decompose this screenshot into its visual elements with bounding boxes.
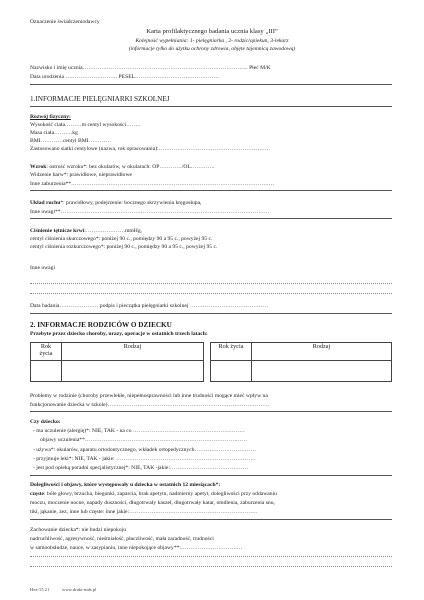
- history-title: Przebyte przez dziecko choroby, urazy, operacje w ostatnich trzech latach:: [30, 331, 208, 337]
- vision-rest: : ostrość wzroku*: bez okularów, w okularach: OP…………/OL………….: [46, 164, 215, 170]
- bp-rest: :…………………mmHg,: [84, 228, 143, 234]
- fill-order-note: Kolejność wypełniania: 1- pielęgniarka , 2- rodzic/opiekun, 3-lekarz: [135, 38, 289, 44]
- col-year-header: Rok życia: [211, 343, 252, 361]
- divider: [30, 84, 392, 85]
- remarks-line: [30, 293, 392, 294]
- divider: [30, 411, 392, 412]
- vision-line: [30, 163, 215, 171]
- divider: [30, 218, 392, 219]
- divider: [30, 106, 392, 107]
- history-cell[interactable]: [31, 361, 62, 382]
- history-table-left: [30, 342, 204, 382]
- website-footer: www.druki-mds.pl: [62, 587, 97, 592]
- divider: [30, 313, 392, 314]
- remarks-line: [30, 283, 392, 284]
- behavior-extra-line: [30, 566, 392, 567]
- confidentiality-note: (informacje tylko do użytku ochrony zdrowia, objęte tajemnicą zawodową): [128, 46, 296, 52]
- behavior-line: nadruchliwość, agresywność, nieśmiałość, płaczliwość, mała zaradność, trudności: [30, 536, 214, 542]
- birth-date-line: Data urodzenia ………………………. PESEL………………………………………: [30, 74, 219, 80]
- complaints-rest: : bóle głowy, brzucha, biegunki, zaparcia, brak apetytu, nadmierny apetyt, dolegliwości przy oddawaniu: [43, 491, 277, 497]
- complaints-title: Dolegliwości i objawy, które występowały u dziecka w ostatnich 12 miesiącach*:: [30, 482, 221, 488]
- divider: [30, 519, 392, 520]
- child-questions-title: Czy dziecko:: [30, 419, 61, 425]
- vision-key: Wzrok: [30, 164, 47, 170]
- history-cell[interactable]: [62, 361, 204, 382]
- col-year-header: Rok życia: [31, 343, 62, 361]
- behavior-line: w samoobsłudze, nauce, w zasypianiu, inne niepokojące objawy**:……………………………: [30, 545, 243, 551]
- other-remarks-line: Inne uwagi**………………………………………………………………………………………………….: [30, 209, 269, 215]
- family-problems-line: funkcjonowanie dziecka w szkole)……………………………………………………………………………: [30, 402, 270, 408]
- diastolic-centile-line: centyl ciśnienia rozkurczowego*: poniżej 90 c., pomiędzy 90 a 95 c., powyżej 95 c.: [30, 244, 218, 250]
- remarks-label: Inne uwagi: [30, 265, 56, 271]
- centile-grid-line: Zastosowano siatki centylowe (nazwa, rok opracowania):……………………………………………………: [30, 146, 271, 152]
- physical-development-title: Rozwój fizyczny:: [30, 114, 71, 120]
- complaints-key: częste: [30, 491, 44, 497]
- col-kind-header: Rodzaj: [62, 343, 204, 361]
- medication-line: - przyjmuje leki*: NIE, TAK - jakie: …………………………………………………………………: [33, 456, 256, 462]
- height-line: Wysokość ciała………m centyl wysokości……..: [30, 122, 141, 128]
- motion-key: Układ ruchu: [30, 200, 61, 206]
- provider-label: Oznaczenie świadczeniodawcy: [30, 19, 100, 25]
- weight-line: Masa ciała……….kg: [30, 130, 78, 136]
- systolic-centile-line: centyl ciśnienia skurczowego*: poniżej 90 c., pomiędzy 90 a 95 c., powyżej 95 c.: [30, 236, 213, 242]
- divider: [30, 190, 392, 191]
- family-problems-line: Problemy w rodzinie (choroby przewlekłe, niepełnosprawności lub inne trudności mogące mieć wpływ na: [30, 393, 268, 399]
- student-name-line: Nazwisko i imię ucznia…………………………………………………………………………….. Płeć M/K: [30, 65, 271, 71]
- complaints-line: [30, 490, 277, 498]
- devices-line: - używa*: okularów, aparatu ortodontycznego, wkładek ortopedycznych……………………………: [33, 447, 257, 453]
- nurse-section-title: 1.INFORMACJE PIELĘGNIARKI SZKOLNEJ: [30, 95, 170, 103]
- motion-rest: *: prawidłowy, podejrzenie: bocznego skrzywienia kręgosłupa,: [60, 200, 202, 206]
- bp-key: Ciśnienie tętnicze krwi: [30, 228, 85, 234]
- behavior-extra-line: [30, 556, 392, 557]
- col-kind-header: Rodzaj: [252, 343, 392, 361]
- form-code: Hez-15.21: [30, 587, 50, 592]
- history-cell[interactable]: [252, 361, 392, 382]
- behavior-line: Zachowanie dziecka*: nie budzi niepokoju: [30, 527, 126, 533]
- divider: [30, 475, 392, 476]
- motion-system-line: [30, 199, 201, 207]
- complaints-line: tiki, jąkanie, zez, inne lub częste: inne jakie:……………………………………………………………: [30, 509, 258, 515]
- exam-date-signature-line: Data badania………………… podpis i pieczątka pielęgniarki szkolnej ……………………………………: [30, 303, 269, 309]
- bmi-line: BMI…………centyl BMI…………: [30, 138, 111, 144]
- parent-section-title: 2. INFORMACJE RODZICÓW O DZIECKU: [30, 321, 172, 329]
- blood-pressure-line: [30, 227, 142, 235]
- color-vision-line: Widzenie barw*: prawidłowe, nieprawidłowe: [30, 172, 132, 178]
- history-table-right: [210, 342, 392, 382]
- complaints-line: moczu, moczenie nocne, napady duszności, długotrwały kaszel, długotrwały katar, omdlenia, zaburzenia snu,: [30, 500, 275, 506]
- specialist-clinic-line: - jest pod opieką poradni specjalistycznej*: NIE, TAK -jakie:……………………………………: [33, 465, 249, 471]
- history-cell[interactable]: [211, 361, 252, 382]
- allergy-symptoms-line: objawy uczulenia**……………………………………………………………………………: [40, 437, 248, 443]
- other-disorders-line: Inne zaburzenia**……………………………………………………………………………………………….: [30, 181, 274, 187]
- allergy-line: - ma uczulenie (alergię)*: NIE, TAK - na co ……………………………………………………: [33, 428, 245, 434]
- document-title: Karta profilaktycznego badania ucznia klasy „III”: [146, 28, 278, 35]
